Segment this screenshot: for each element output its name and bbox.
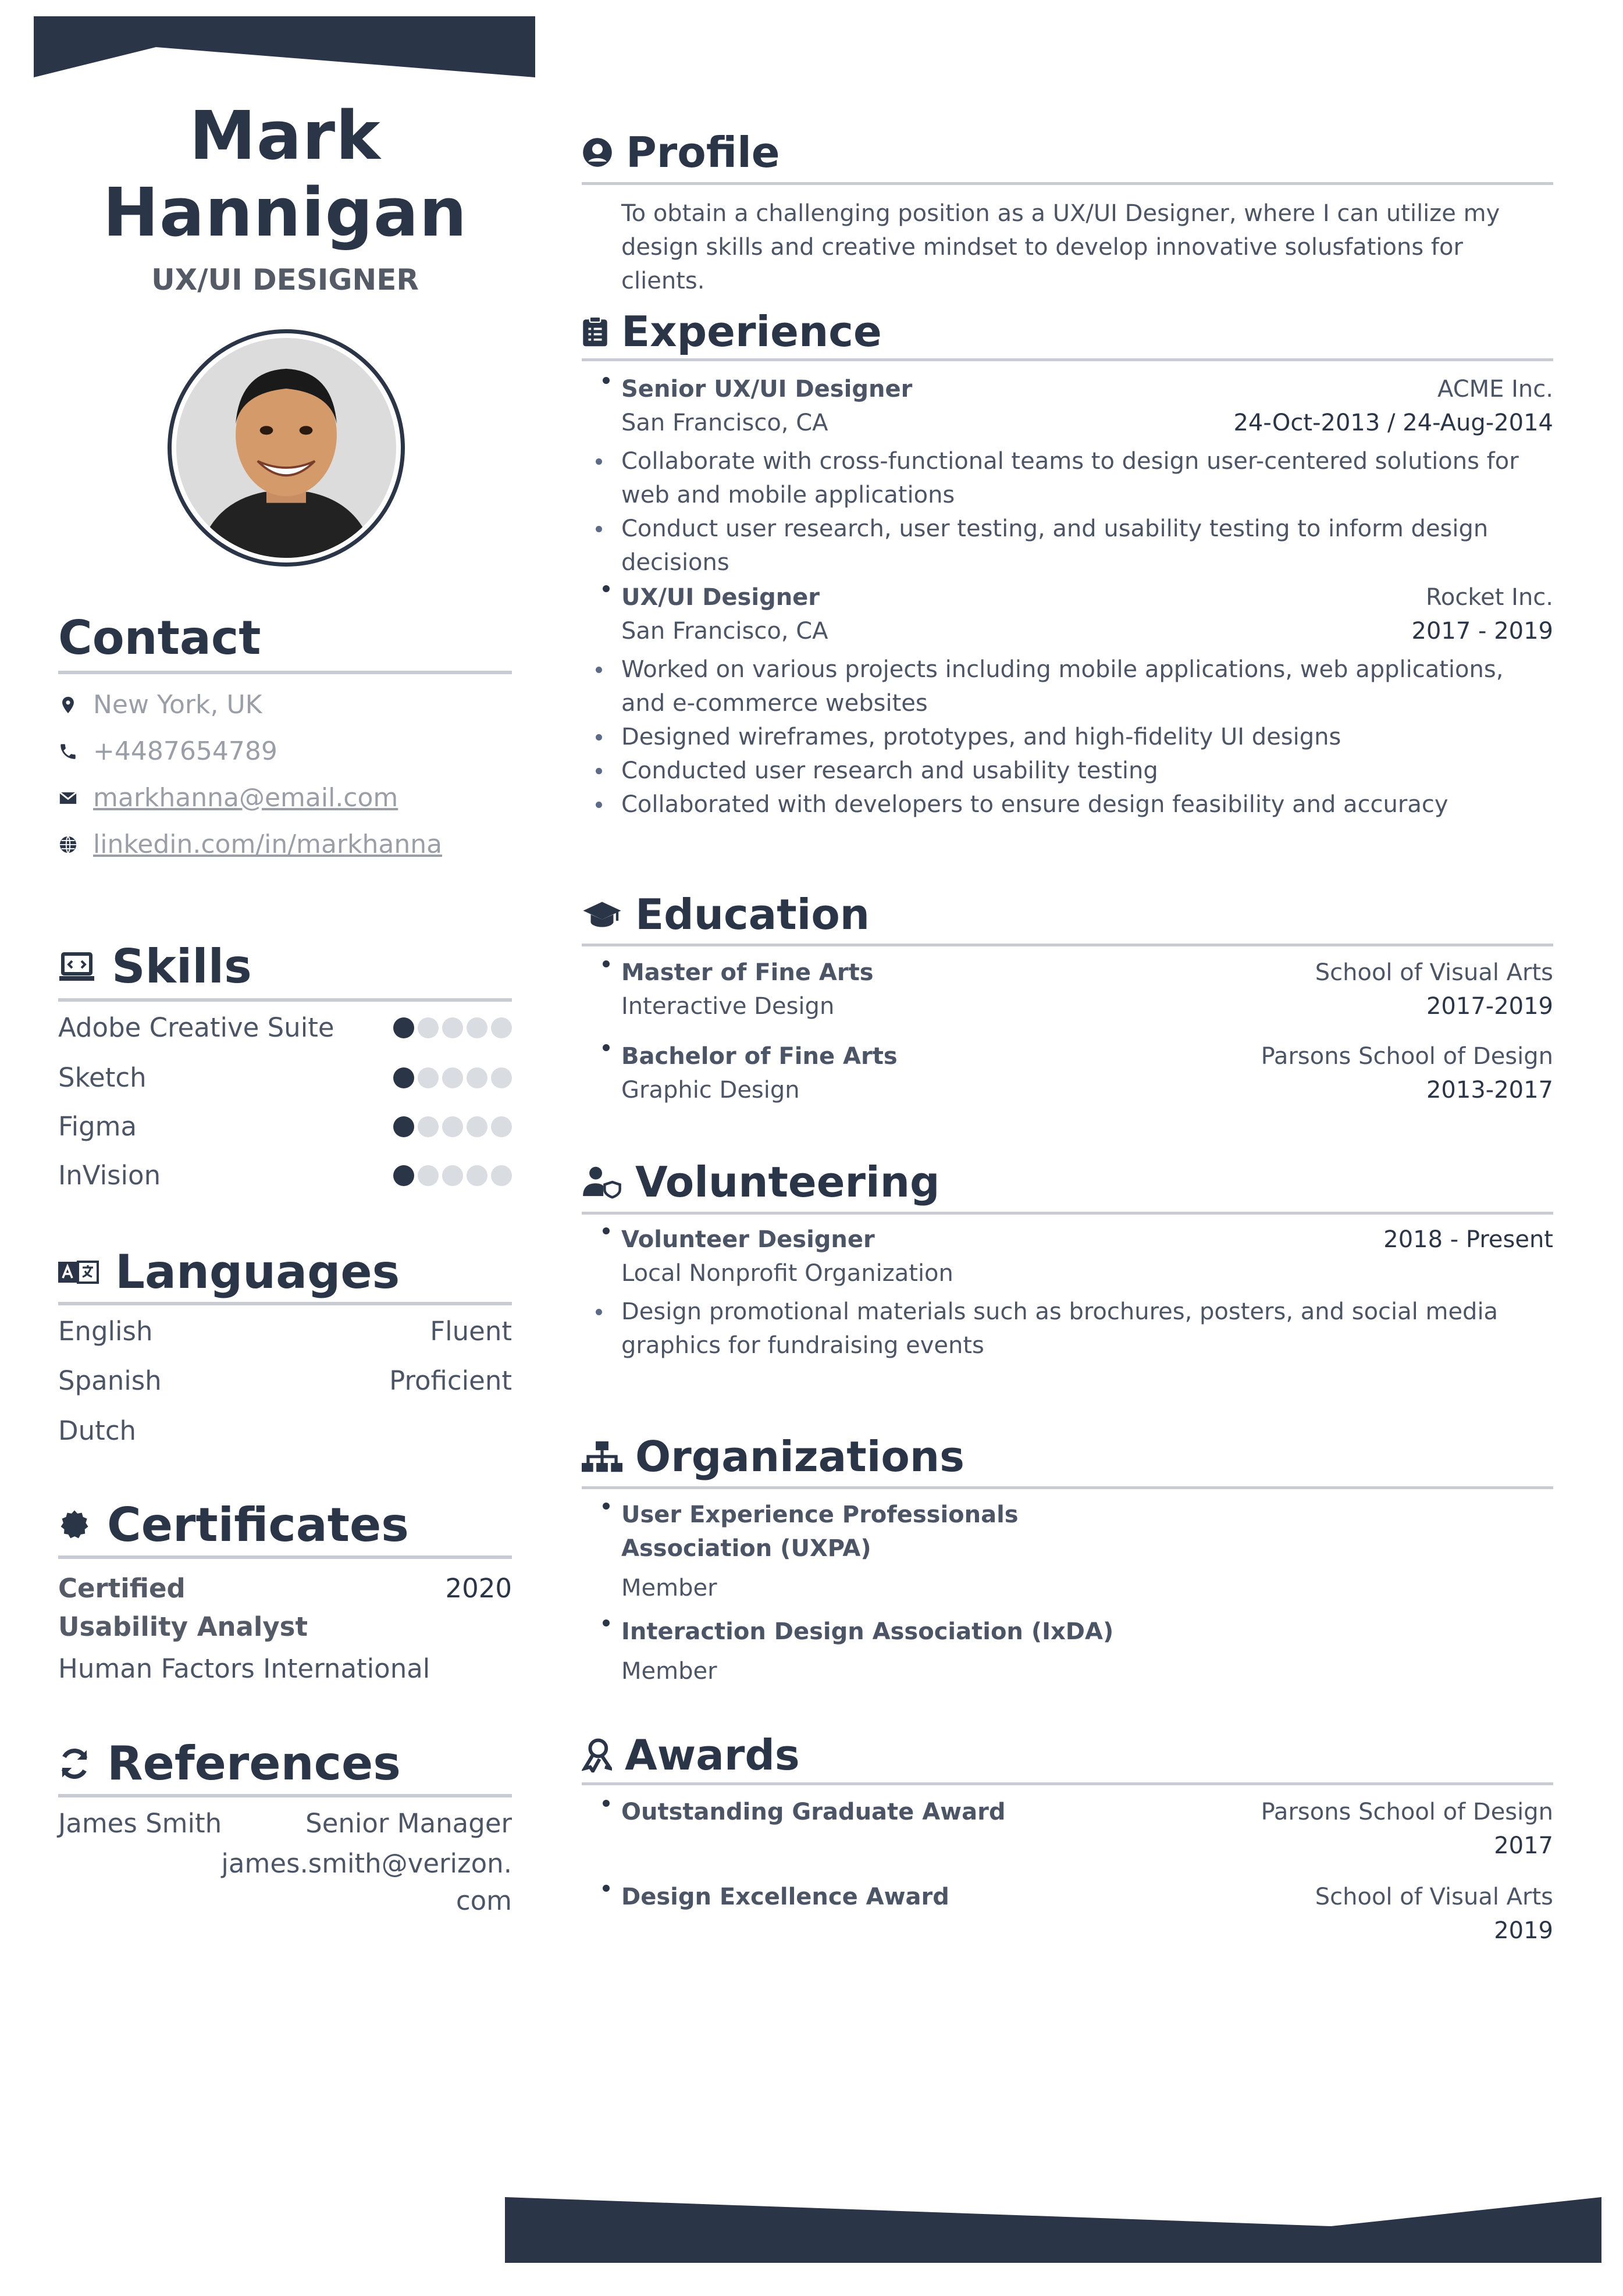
- laptop-icon: [58, 951, 95, 983]
- volunteering-organization: Local Nonprofit Organization: [621, 1260, 953, 1287]
- experience-company: Rocket Inc.: [1425, 584, 1553, 611]
- certificate-name-line-2: Usability Analyst: [58, 1611, 308, 1642]
- level-dot: [491, 1165, 512, 1186]
- skill-row: [58, 1062, 512, 1093]
- award-year: 2017: [1494, 1832, 1553, 1859]
- experience-bullet: Conducted user research and usability testing: [621, 754, 1553, 788]
- skill-level-dots: [393, 1017, 512, 1038]
- reference-name: James Smith: [58, 1808, 222, 1839]
- experience-company: ACME Inc.: [1437, 376, 1553, 403]
- education-field: Interactive Design: [621, 993, 835, 1020]
- skill-name: InVision: [58, 1160, 161, 1191]
- award-issuer: School of Visual Arts: [1315, 1884, 1553, 1910]
- profile-title: Profile: [626, 128, 780, 177]
- phone-icon: [58, 742, 78, 761]
- level-dot: [393, 1017, 414, 1038]
- certificate-name: [58, 1569, 308, 1646]
- organization-name: Interaction Design Association (IxDA): [621, 1615, 1113, 1649]
- level-dot: [442, 1116, 463, 1137]
- profile-divider: [582, 182, 1553, 185]
- award-year: 2019: [1494, 1917, 1553, 1944]
- education-years: 2017-2019: [1426, 993, 1553, 1020]
- level-dot: [491, 1017, 512, 1038]
- level-dot: [393, 1116, 414, 1137]
- skill-name: Figma: [58, 1111, 137, 1142]
- level-dot: [418, 1017, 439, 1038]
- level-dot: [418, 1165, 439, 1186]
- certificates-title: Certificates: [107, 1498, 409, 1552]
- contact-heading: [58, 611, 261, 665]
- contact-location: [58, 690, 262, 720]
- education-school: School of Visual Arts: [1315, 959, 1553, 986]
- sitemap-icon: [582, 1440, 622, 1473]
- education-degree: Bachelor of Fine Arts: [621, 1040, 898, 1073]
- experience-bullet: Collaborated with developers to ensure design feasibility and accuracy: [621, 788, 1553, 821]
- experience-title: Experience: [621, 307, 882, 356]
- language-name: Spanish: [58, 1365, 162, 1396]
- job-title: UX/UI DESIGNER: [151, 263, 419, 297]
- skill-level-dots: [393, 1116, 512, 1137]
- skill-name: Adobe Creative Suite: [58, 1012, 334, 1043]
- contact-phone: [58, 736, 277, 766]
- skills-divider: [58, 998, 512, 1002]
- skill-level-dots: [393, 1067, 512, 1088]
- refresh-icon: [58, 1747, 91, 1780]
- volunteering-role: Volunteer Designer: [621, 1223, 875, 1256]
- languages-title: Languages: [115, 1245, 400, 1299]
- education-degree: Master of Fine Arts: [621, 956, 874, 989]
- certificate-name-line-1: Certified: [58, 1573, 186, 1604]
- certificates-divider: [58, 1555, 512, 1559]
- email-link[interactable]: markhanna@email.com: [93, 783, 398, 813]
- experience-bullet: Collaborate with cross-functional teams to design user-centered solutions for web and mobile applications: [621, 444, 1553, 512]
- skills-heading: [58, 939, 252, 994]
- organization-role: Member: [621, 1658, 717, 1685]
- clipboard-icon: [582, 315, 608, 348]
- phone-text: +4487654789: [93, 736, 277, 766]
- experience-dates: 2017 - 2019: [1411, 618, 1553, 645]
- candidate-name: [58, 98, 512, 251]
- experience-bullet: Conduct user research, user testing, and usability testing to inform design decisions: [621, 512, 1553, 579]
- reference-email: james.smith@verizon.com: [221, 1848, 512, 1916]
- volunteering-title: Volunteering: [635, 1158, 940, 1206]
- map-pin-icon: [58, 695, 78, 715]
- contact-divider: [58, 671, 512, 674]
- ribbon-award-icon: [582, 1738, 612, 1772]
- experience-heading: [582, 307, 882, 356]
- certificates-heading: [58, 1498, 409, 1552]
- level-dot: [418, 1116, 439, 1137]
- certificate-year: 2020: [445, 1573, 512, 1604]
- education-item: [621, 1040, 1553, 1107]
- languages-divider: [58, 1302, 512, 1305]
- references-heading: [58, 1736, 401, 1790]
- skill-row: [58, 1111, 512, 1142]
- graduation-cap-icon: [582, 899, 622, 930]
- organizations-heading: [582, 1432, 964, 1481]
- skill-row: [58, 1012, 512, 1043]
- education-item: [621, 956, 1553, 1023]
- language-level: Proficient: [389, 1365, 512, 1396]
- language-row: [58, 1415, 512, 1446]
- badge-icon: [58, 1509, 91, 1542]
- level-dot: [393, 1165, 414, 1186]
- volunteering-divider: [582, 1212, 1553, 1215]
- award-item: [621, 1795, 1553, 1863]
- level-dot: [442, 1165, 463, 1186]
- profile-text: To obtain a challenging position as a UX/UI Designer, where I can utilize my design skills and creative mindset to develop innovative solusfations for clients.: [621, 200, 1500, 294]
- award-item: [621, 1880, 1553, 1948]
- level-dot: [467, 1116, 487, 1137]
- contact-title: Contact: [58, 611, 261, 665]
- references-divider: [58, 1794, 512, 1797]
- level-dot: [491, 1116, 512, 1137]
- experience-role: Senior UX/UI Designer: [621, 372, 912, 406]
- organization-name: User Experience Professionals Association (UXPA): [621, 1498, 1028, 1565]
- organizations-title: Organizations: [635, 1432, 964, 1481]
- volunteer-icon: [582, 1165, 622, 1199]
- skill-row: [58, 1160, 512, 1191]
- level-dot: [467, 1067, 487, 1088]
- volunteering-dates: 2018 - Present: [1383, 1226, 1553, 1253]
- experience-divider: [582, 358, 1553, 361]
- profile-photo: [168, 329, 405, 567]
- education-heading: [582, 890, 870, 939]
- experience-bullet: Designed wireframes, prototypes, and high-fidelity UI designs: [621, 720, 1553, 754]
- volunteering-bullet: Design promotional materials such as brochures, posters, and social media graphics for fundraising events: [621, 1295, 1553, 1362]
- awards-divider: [582, 1782, 1553, 1785]
- volunteering-heading: [582, 1158, 940, 1206]
- translate-icon: [58, 1259, 99, 1285]
- envelope-icon: [58, 788, 78, 808]
- experience-location: San Francisco, CA: [621, 410, 828, 436]
- profile-heading: [582, 128, 780, 177]
- experience-dates: 24-Oct-2013 / 24-Aug-2014: [1233, 410, 1553, 436]
- name-line-2: Hannigan: [102, 174, 468, 252]
- award-issuer: Parsons School of Design: [1261, 1799, 1553, 1825]
- language-row: [58, 1316, 512, 1347]
- award-name: Outstanding Graduate Award: [621, 1795, 1005, 1829]
- award-name: Design Excellence Award: [621, 1880, 949, 1914]
- globe-icon: [58, 835, 78, 855]
- contact-email[interactable]: [58, 783, 398, 813]
- level-dot: [467, 1165, 487, 1186]
- bottom-ribbon: [505, 2197, 1601, 2263]
- education-title: Education: [635, 890, 870, 939]
- language-name: English: [58, 1316, 153, 1347]
- linkedin-link[interactable]: linkedin.com/in/markhanna: [93, 830, 443, 859]
- education-years: 2013-2017: [1426, 1077, 1553, 1103]
- contact-linkedin[interactable]: [58, 830, 442, 859]
- reference-role: Senior Manager: [305, 1808, 512, 1839]
- skills-title: Skills: [112, 939, 252, 994]
- experience-location: San Francisco, CA: [621, 618, 828, 645]
- skill-level-dots: [393, 1165, 512, 1186]
- top-ribbon: [34, 16, 535, 77]
- awards-heading: [582, 1731, 800, 1779]
- language-name: Dutch: [58, 1415, 137, 1446]
- level-dot: [393, 1067, 414, 1088]
- organizations-divider: [582, 1486, 1553, 1489]
- organization-item: [621, 1498, 1028, 1605]
- user-circle-icon: [582, 137, 613, 168]
- avatar-illustration: [176, 338, 396, 558]
- level-dot: [491, 1067, 512, 1088]
- references-title: References: [107, 1736, 401, 1790]
- education-school: Parsons School of Design: [1261, 1043, 1553, 1070]
- name-line-1: Mark: [189, 97, 381, 175]
- language-row: [58, 1365, 512, 1396]
- awards-title: Awards: [625, 1731, 800, 1779]
- experience-item: [621, 581, 1553, 821]
- level-dot: [442, 1017, 463, 1038]
- level-dot: [467, 1017, 487, 1038]
- experience-bullet: Worked on various projects including mobile applications, web applications, and e-commerce websites: [621, 653, 1553, 720]
- volunteering-item: [621, 1223, 1553, 1362]
- language-level: Fluent: [430, 1316, 512, 1347]
- education-divider: [582, 944, 1553, 946]
- education-field: Graphic Design: [621, 1077, 800, 1103]
- certificate-issuer: Human Factors International: [58, 1653, 430, 1684]
- location-text: New York, UK: [93, 690, 262, 720]
- experience-item: [621, 372, 1553, 579]
- organization-item: [621, 1615, 1553, 1688]
- level-dot: [442, 1067, 463, 1088]
- organization-role: Member: [621, 1575, 717, 1601]
- skill-name: Sketch: [58, 1062, 147, 1093]
- experience-role: UX/UI Designer: [621, 581, 820, 614]
- level-dot: [418, 1067, 439, 1088]
- languages-heading: [58, 1245, 400, 1299]
